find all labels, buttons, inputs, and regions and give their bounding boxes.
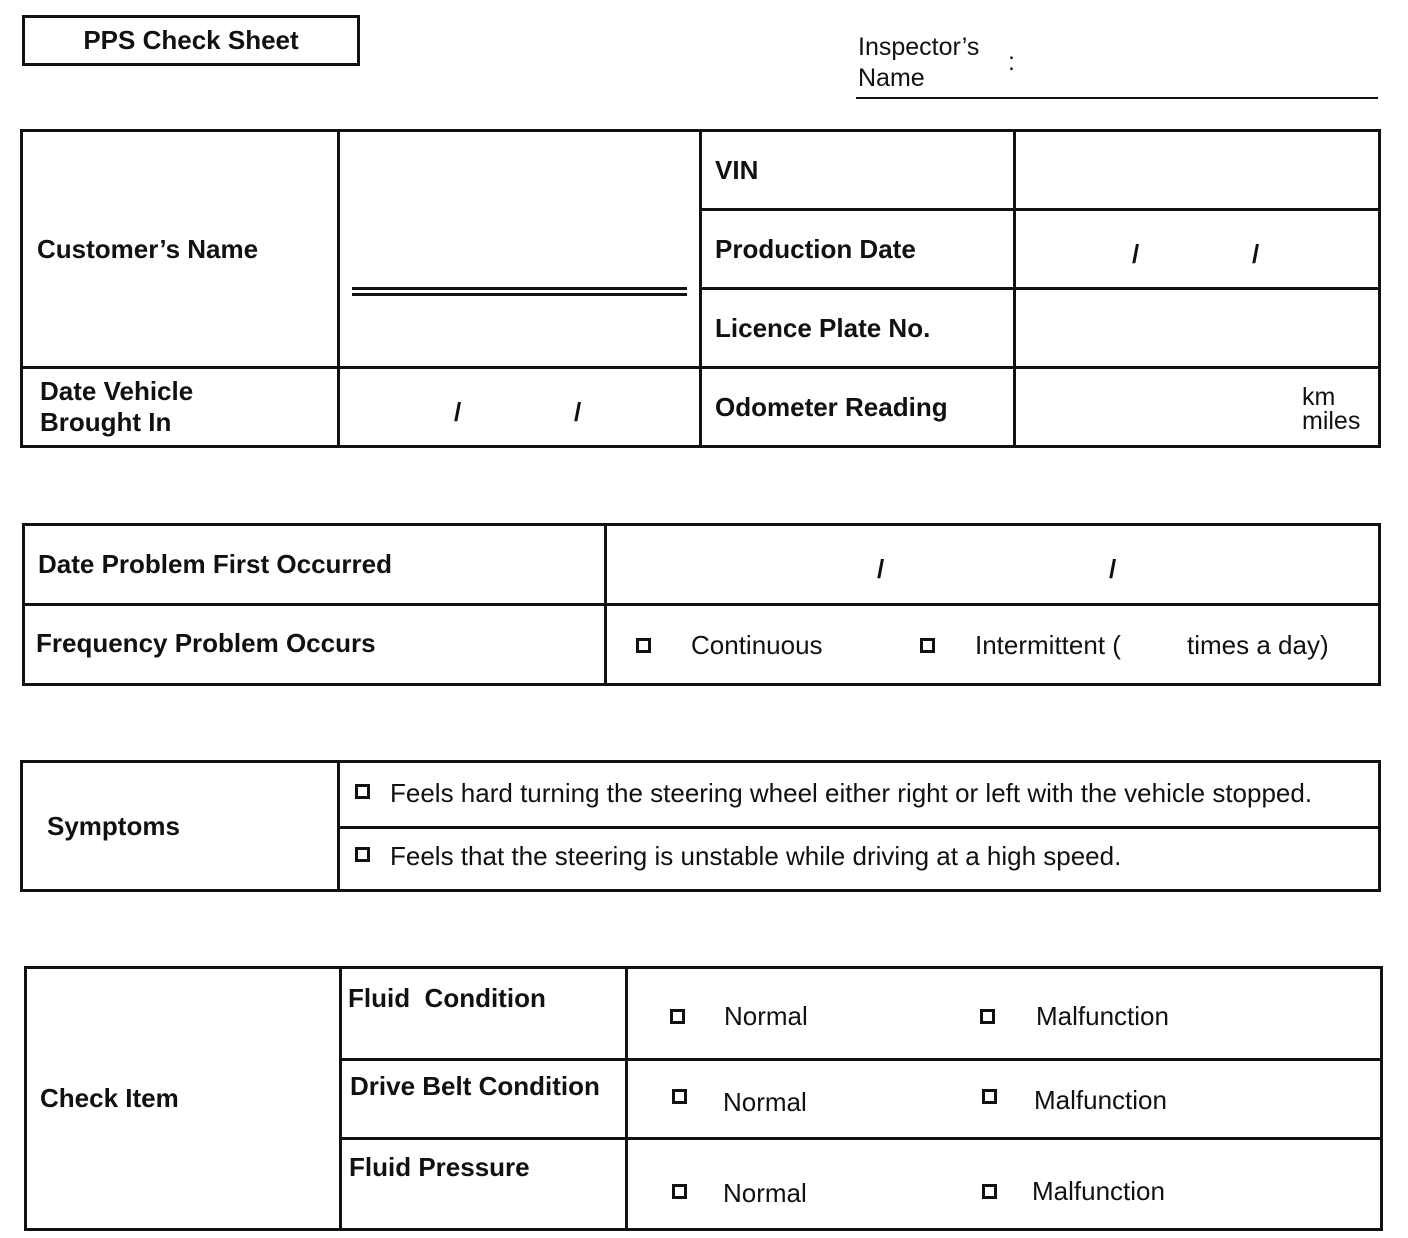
fluid-pressure-label: Fluid Pressure [349, 1152, 530, 1182]
drive-belt-normal-label: Normal [723, 1087, 807, 1117]
production-date-sep-2: / [1252, 239, 1260, 269]
continuous-label: Continuous [691, 630, 823, 660]
fluid-condition-options [627, 968, 1382, 1060]
vin-field[interactable] [1015, 131, 1380, 210]
fluid-condition-normal-label: Normal [724, 1001, 808, 1031]
unit-miles: miles [1302, 407, 1361, 435]
production-date-field[interactable] [1015, 210, 1380, 289]
fluid-pressure-options [627, 1139, 1382, 1230]
production-date-label: Production Date [715, 233, 916, 264]
frequency-options [606, 605, 1380, 685]
date-brought-in-field[interactable] [339, 368, 701, 447]
customer-name-label-cell [22, 131, 339, 368]
symptom-1-checkbox[interactable] [355, 784, 370, 799]
first-occurred-sep-1: / [877, 554, 885, 584]
licence-plate-field[interactable] [1015, 289, 1380, 368]
brought-in-sep-2: / [574, 397, 582, 427]
inspector-label-line2: Name [858, 64, 925, 92]
drive-belt-label-cell [341, 1060, 627, 1139]
problem-table [22, 523, 1381, 686]
production-date-sep-1: / [1132, 239, 1140, 269]
date-brought-in-line2: Brought In [40, 407, 172, 437]
check-item-label-cell [26, 968, 341, 1230]
symptoms-label: Symptoms [47, 810, 180, 841]
fluid-condition-malfunction-label: Malfunction [1036, 1001, 1169, 1031]
fluid-pressure-malfunction-label: Malfunction [1032, 1176, 1165, 1206]
customer-name-field[interactable] [339, 131, 701, 368]
drive-belt-label: Drive Belt Condition [350, 1071, 600, 1101]
check-item-label: Check Item [40, 1083, 179, 1113]
drive-belt-normal-checkbox[interactable] [672, 1089, 687, 1104]
symptom-row-2 [339, 828, 1380, 891]
symptoms-table [20, 760, 1381, 892]
frequency-label: Frequency Problem Occurs [36, 628, 376, 658]
date-brought-in-line1: Date Vehicle [40, 376, 194, 406]
date-brought-in-label [40, 376, 337, 438]
customer-name-underline [352, 287, 687, 296]
fluid-condition-label-cell [341, 968, 627, 1060]
unit-km: km [1302, 383, 1336, 411]
production-date-label-cell [701, 210, 1015, 289]
continuous-checkbox[interactable] [636, 638, 651, 653]
fluid-condition-normal-checkbox[interactable] [670, 1009, 685, 1024]
licence-plate-label-cell [701, 289, 1015, 368]
intermittent-label: Intermittent ( [975, 630, 1121, 660]
date-first-occurred-label: Date Problem First Occurred [38, 549, 392, 579]
date-brought-in-label-cell [22, 368, 339, 447]
inspector-colon: : [1008, 48, 1015, 76]
fluid-pressure-normal-label: Normal [723, 1178, 807, 1208]
drive-belt-options [627, 1060, 1382, 1139]
symptom-2-text: Feels that the steering is unstable while driving at a high speed. [390, 841, 1122, 871]
odometer-label-cell [701, 368, 1015, 447]
sheet-title: PPS Check Sheet [22, 15, 360, 66]
licence-plate-label: Licence Plate No. [715, 312, 931, 343]
intermittent-checkbox[interactable] [920, 638, 935, 653]
symptom-2-checkbox[interactable] [355, 847, 370, 862]
date-first-occurred-field[interactable] [606, 525, 1380, 605]
symptom-row-1 [339, 762, 1380, 828]
brought-in-sep-1: / [454, 397, 462, 427]
fluid-condition-malfunction-checkbox[interactable] [980, 1009, 995, 1024]
vin-label: VIN [715, 154, 759, 185]
fluid-pressure-malfunction-checkbox[interactable] [982, 1184, 997, 1199]
drive-belt-malfunction-label: Malfunction [1034, 1085, 1167, 1115]
inspector-name-field[interactable] [856, 97, 1378, 99]
check-item-table [24, 966, 1383, 1231]
frequency-label-cell [24, 605, 606, 685]
odometer-label: Odometer Reading [715, 391, 948, 422]
inspector-name-label [858, 32, 979, 94]
date-first-occurred-label-cell [24, 525, 606, 605]
symptom-1-text: Feels hard turning the steering wheel either right or left with the vehicle stopped. [390, 778, 1313, 808]
fluid-pressure-normal-checkbox[interactable] [672, 1184, 687, 1199]
fluid-condition-label: Fluid Condition [348, 983, 546, 1013]
drive-belt-malfunction-checkbox[interactable] [982, 1089, 997, 1104]
fluid-pressure-label-cell [341, 1139, 627, 1230]
vin-label-cell [701, 131, 1015, 210]
odometer-units [1302, 385, 1360, 433]
first-occurred-sep-2: / [1109, 554, 1117, 584]
customer-name-label: Customer’s Name [37, 233, 259, 264]
times-a-day-label: times a day) [1187, 630, 1329, 660]
vehicle-info-table [20, 129, 1381, 448]
symptoms-label-cell [22, 762, 339, 891]
odometer-field[interactable] [1015, 368, 1380, 447]
inspector-label-line1: Inspector’s [858, 33, 980, 61]
